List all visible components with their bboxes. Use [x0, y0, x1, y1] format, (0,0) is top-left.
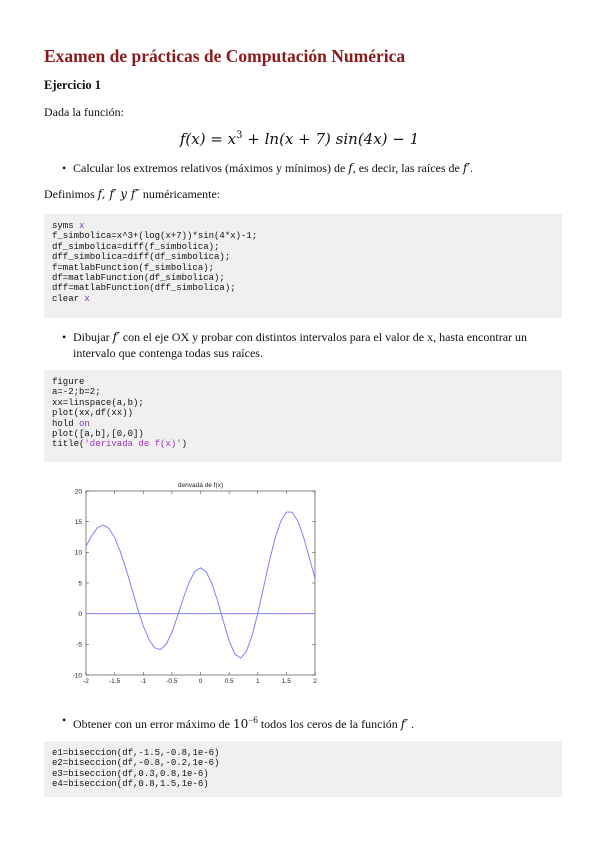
equation-rest: + ln(x + 7) sin(4x) − 1	[242, 130, 420, 148]
code-line: e4=biseccion(df,0.8,1.5,1e-6)	[52, 779, 209, 790]
y-tick-label: 0	[78, 610, 82, 618]
code-line: title('derivada de f(x)')	[52, 439, 188, 450]
code-line: clear x	[52, 293, 90, 304]
bullet-text: Obtener con un error máximo de	[73, 717, 233, 731]
bullet-text: .	[470, 161, 474, 175]
plot-frame	[86, 491, 315, 675]
code-line: xx=linspace(a,b);	[52, 397, 144, 408]
definimos-text	[44, 187, 220, 202]
bullet-text: intervalo que contenga todas sus raíces.	[73, 346, 263, 360]
tolerance-base: 10	[232, 717, 249, 731]
y-tick-label: 20	[74, 488, 82, 496]
math-fprime: f′	[400, 717, 408, 731]
code-line: hold on	[52, 418, 90, 429]
y-tick-label: 10	[74, 549, 82, 557]
equation-x: x	[227, 130, 237, 148]
bullet-dot: •	[62, 713, 67, 727]
bullet-extremos	[62, 160, 474, 176]
x-tick-label: 0.5	[224, 678, 234, 685]
math-fprime: f′	[112, 330, 120, 344]
bullet-text: Dibujar	[73, 330, 113, 344]
code-line: e1=biseccion(df,-1.5,-0.8,1e-6)	[52, 748, 220, 758]
x-tick-label: -0.5	[166, 678, 178, 685]
code-line: dff_simbolica=diff(df_simbolica);	[52, 252, 231, 263]
code-line: e2=biseccion(df,-0.8,-0.2,1e-6)	[52, 758, 220, 769]
y-tick-label: 15	[74, 518, 82, 526]
y-tick-label: -5	[76, 641, 82, 649]
bullet-ceros	[62, 712, 414, 732]
tolerance-exponent: −6	[248, 715, 258, 725]
equation-exponent: 3	[236, 130, 243, 141]
math-f: f	[348, 161, 353, 175]
math-fprime: f′	[462, 161, 471, 175]
bullet-dibujar	[62, 329, 528, 361]
code-line: f=matlabFunction(f_simbolica);	[52, 262, 215, 273]
code-line: plot([a,b],[0,0])	[52, 428, 144, 439]
bullet-text: todos los ceros de la función	[257, 717, 401, 731]
code-line: f_simbolica=x^3+(log(x+7))*sin(4*x)-1;	[52, 231, 258, 242]
x-tick-label: -2	[83, 678, 89, 685]
code-block-bisection	[44, 741, 562, 797]
derivative-plot	[65, 476, 330, 686]
code-line: dff=matlabFunction(dff_simbolica);	[52, 283, 236, 294]
bullet-text: .	[407, 717, 414, 731]
intro-text: Dada la función:	[44, 105, 124, 119]
code-line: a=-2;b=2;	[52, 387, 101, 398]
x-tick-label: 1	[255, 678, 260, 685]
definimos-pre: Definimos	[44, 187, 98, 201]
code-line: plot(xx,df(xx))	[52, 408, 134, 419]
definimos-post: numéricamente:	[139, 187, 221, 201]
equation	[0, 130, 599, 148]
x-tick-label: 2	[313, 678, 317, 685]
bullet-dot: •	[62, 161, 67, 175]
page-title: Examen de prácticas de Computación Numérica	[44, 46, 406, 66]
bullet-text: , es decir, las raíces de	[352, 161, 463, 175]
code-block-definitions	[44, 214, 562, 318]
code-block-plot	[44, 370, 562, 462]
bullet-dot: •	[62, 330, 67, 344]
code-line: e3=biseccion(df,0.3,0.8,1e-6)	[52, 768, 209, 779]
x-tick-label: -1	[140, 678, 147, 685]
chart-title: derivada de f(x)	[177, 482, 224, 489]
x-tick-label: -1.5	[109, 678, 121, 685]
code-line: syms x	[52, 221, 85, 231]
equation-lhs: f(x) =	[179, 130, 223, 148]
section-heading: Ejercicio 1	[44, 78, 102, 92]
bullet-text: con el eje OX y probar con distintos intervalos para el valor de x, hasta encontrar un	[119, 330, 528, 344]
bullet-text: Calcular los extremos relativos (máximos y mínimos) de	[73, 161, 349, 175]
code-line: df_simbolica=diff(f_simbolica);	[52, 241, 220, 252]
x-tick-label: 0	[198, 678, 203, 685]
y-tick-label: -10	[72, 672, 82, 680]
definimos-math: f, f′ y f″	[97, 187, 140, 201]
x-tick-label: 1.5	[281, 678, 291, 685]
code-line: df=matlabFunction(df_simbolica);	[52, 272, 225, 283]
y-tick-label: 5	[78, 580, 82, 588]
code-line: figure	[52, 377, 85, 387]
